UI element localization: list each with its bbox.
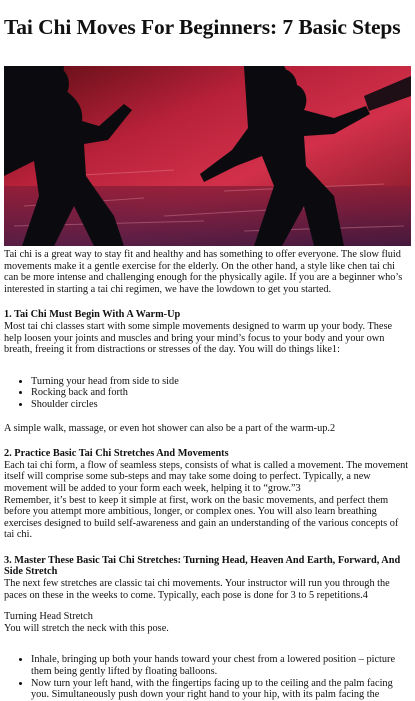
list-item: • Shoulder circles xyxy=(31,399,410,411)
section-body: You will stretch the neck with this pose. xyxy=(4,622,169,634)
section-heading-stretches: 2. Practice Basic Tai Chi Stretches And Movements xyxy=(4,448,229,460)
intro-paragraph: Tai chi is a great way to stay fit and healthy and has something to offer everyone. The slow fluid movements make it a gentle exercise for the elderly. On the other hand, a style like chen tai chi can be more intense and challenging enough for the physically agile. If you are a beginner who’s interested in starting a tai chi regimen, we have the lowdown to get you started. xyxy=(4,249,403,295)
section-body: The next few stretches are classic tai chi movements. Your instructor will run you through the paces on these in the weeks to come. Typically, each pose is done for 3 to 5 repetitions.4 xyxy=(4,578,390,601)
section-heading-master: 3. Master These Basic Tai Chi Stretches: Turning Head, Heaven And Earth, Forward, And Side Stretch xyxy=(4,554,401,578)
section-body: Remember, it’s best to keep it simple at first, work on the basic movements, and perfect them before you attempt more ambitious, longer, or complex ones. You will also learn breathing exercises designed to build self-awareness and gain an understanding of the various concepts of tai chi. xyxy=(4,494,399,541)
article-body xyxy=(4,249,410,701)
list-item: • Rocking back and forth xyxy=(31,387,410,399)
warm-up-list xyxy=(4,376,410,411)
article xyxy=(0,14,415,40)
hero-image xyxy=(4,66,411,246)
subheading: Turning Head Stretch xyxy=(4,611,93,623)
turning-head-steps-list xyxy=(4,654,410,700)
list-item: • Turning your head from side to side xyxy=(31,376,410,388)
list-item: • Inhale, bringing up both your hands toward your chest from a lowered position – picture them being gently lifted by floating balloons. xyxy=(31,654,410,677)
section-body: Most tai chi classes start with some simple movements designed to warm up your body. These help loosen your joints and muscles and bring your mind’s focus to your body and your own breath, freeing it from distractions or stresses of the day. You will do things like1: xyxy=(4,320,393,356)
tai-chi-silhouettes-image xyxy=(4,66,411,246)
list-item: • Now turn your left hand, with the fingertips facing up to the ceiling and the palm facing you. Simultaneously push down your right hand to your hip, with its palm facing the xyxy=(31,678,410,701)
section-heading-warm-up: 1. Tai Chi Must Begin With A Warm-Up xyxy=(4,309,181,321)
section-body: Each tai chi form, a flow of seamless steps, consists of what is called a movement. The movement itself will comprise some sub-steps and may take some doing to perfect. Typically, a new movement will be added to your form each week, helping it to “grow.”3 xyxy=(4,459,409,494)
page-title: Tai Chi Moves For Beginners: 7 Basic Steps xyxy=(4,15,401,39)
section-body: A simple walk, massage, or even hot shower can also be a part of the warm-up.2 xyxy=(4,422,336,434)
